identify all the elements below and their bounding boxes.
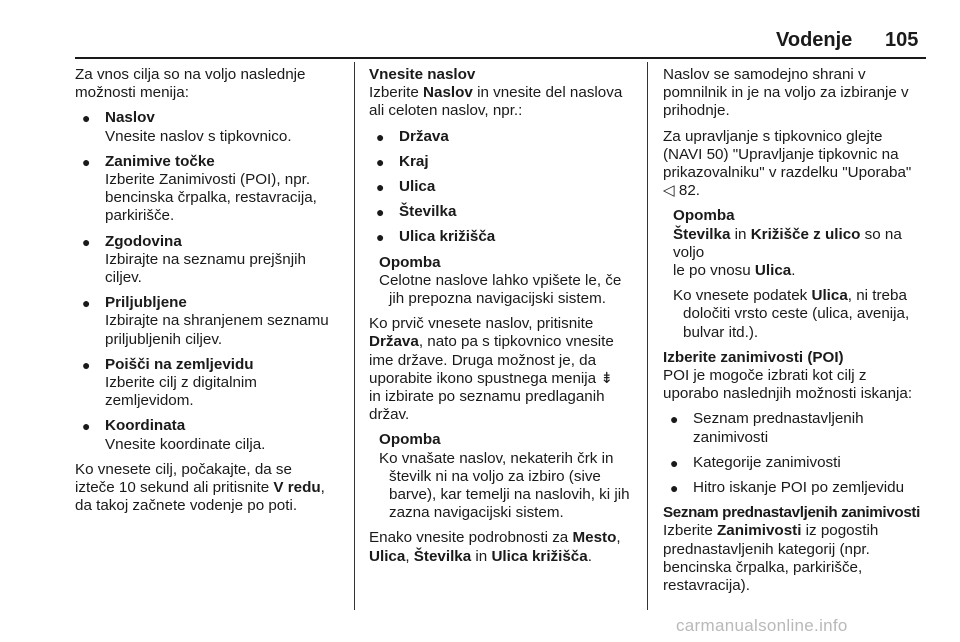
address-field-item: ● Ulica križišča <box>376 228 496 246</box>
watermark: carmanualsonline.info <box>676 616 848 635</box>
bullet-icon: ● <box>82 295 91 312</box>
section-heading: Vnesite naslov <box>369 66 476 83</box>
body-line: Ko prvič vnesete naslov, pritisnite <box>369 315 594 333</box>
note-line: barve), kar temelji na naslovih, ki jih <box>389 486 630 504</box>
dropdown-menu-icon: ⇟ <box>600 369 614 387</box>
note-box <box>663 207 931 341</box>
bullet-icon: ● <box>376 204 385 221</box>
note-title: Opomba <box>379 253 441 271</box>
body-line: Enako vnesite podrobnosti za Mesto, <box>369 529 621 547</box>
bullet-icon: ● <box>82 110 91 127</box>
column-left <box>75 66 343 515</box>
menu-option-desc: Vnesite koordinate cilja. <box>105 435 266 453</box>
body-line: prednastavljenih kategorij (npr. <box>663 540 870 558</box>
note-line: številk ni na voljo za izbiro (sive <box>389 467 601 485</box>
menu-option-desc: Izberite Zanimivosti (POI), npr. <box>105 171 311 189</box>
column-divider <box>647 62 648 610</box>
address-field-item: ● Številka <box>376 203 457 221</box>
menu-option-title: ● Zanimive točke <box>82 152 215 170</box>
bullet-icon: ● <box>82 418 91 435</box>
page-number: 105 <box>885 29 919 51</box>
body-line: ali celoten naslov, npr.: <box>369 102 523 120</box>
note-title: Opomba <box>379 431 441 449</box>
intro-line: možnosti menija: <box>75 84 189 102</box>
menu-option-desc: zemljevidom. <box>105 392 194 410</box>
menu-option-desc: parkirišče. <box>105 207 175 225</box>
menu-option-desc: bencinska črpalka, restavracija, <box>105 189 317 207</box>
page-reference-icon: ◁ <box>663 182 675 200</box>
menu-option-list <box>75 109 343 453</box>
menu-option-desc: Izberite cilj z digitalnim <box>105 374 257 392</box>
search-option-item: ● Seznam prednastavljenih <box>670 410 864 428</box>
body-line: Izberite Naslov in vnesite del naslova <box>369 84 623 102</box>
body-line: bencinska črpalka, parkirišče, <box>663 558 863 576</box>
address-field-item: ● Kraj <box>376 152 429 170</box>
note-line: Ko vnesete podatek Ulica, ni treba <box>673 287 907 305</box>
body-line: POI je mogoče izbrati kot cilj z <box>663 367 867 385</box>
menu-option-title: ● Poišči na zemljevidu <box>82 355 254 373</box>
note-line: bulvar itd.). <box>683 323 759 341</box>
bullet-icon: ● <box>670 454 679 471</box>
menu-option-title: ● Zgodovina <box>82 232 182 250</box>
menu-option-desc: Vnesite naslov s tipkovnico. <box>105 127 292 145</box>
body-line: pomnilnik in je na voljo za izbiranje v <box>663 84 909 102</box>
note-title: Opomba <box>673 207 735 225</box>
menu-option-desc: ciljev. <box>105 269 142 287</box>
body-line: uporabite ikono spustnega menija ⇟ <box>369 369 614 387</box>
search-option-item: ● Kategorije zanimivosti <box>670 453 841 471</box>
body-line: Izberite Zanimivosti iz pogostih <box>663 522 879 540</box>
header-rule <box>75 57 926 59</box>
menu-option-title: ● Naslov <box>82 109 155 127</box>
bullet-icon: ● <box>82 233 91 250</box>
body-line: in izbirate po seznamu predlaganih <box>369 388 605 406</box>
section-title: Vodenje <box>776 29 853 51</box>
body-line: uporabo naslednjih možnosti iskanja: <box>663 385 913 403</box>
outro-line: izteče 10 sekund ali pritisnite V redu, <box>75 479 325 497</box>
outro-line: da takoj začnete vodenje po poti. <box>75 497 298 515</box>
outro-line: Ko vnesete cilj, počakajte, da se <box>75 460 292 478</box>
search-option-item: ● Hitro iskanje POI po zemljevidu <box>670 479 905 497</box>
search-option-item: zanimivosti <box>693 428 769 446</box>
bullet-icon: ● <box>376 179 385 196</box>
section-heading: Seznam prednastavljenih zanimivosti <box>663 504 920 522</box>
bullet-icon: ● <box>82 356 91 373</box>
bullet-icon: ● <box>670 411 679 428</box>
note-line: zazna navigacijski sistem. <box>389 504 564 522</box>
note-line: Celotne naslove lahko vpišete le, če <box>379 271 622 289</box>
column-divider <box>354 62 355 610</box>
body-line: držav. <box>369 406 410 424</box>
body-line: Država, nato pa s tipkovnico vnesite <box>369 333 614 351</box>
body-line: restavracija). <box>663 577 750 595</box>
menu-option-desc: Izbirajte na seznamu prejšnjih <box>105 250 306 268</box>
note-line: določiti vrsto ceste (ulica, avenija, <box>683 305 910 323</box>
body-line: ime države. Druga možnost je, da <box>369 351 597 369</box>
body-line: Naslov se samodejno shrani v <box>663 66 866 83</box>
column-right <box>663 66 931 595</box>
menu-option-desc: Izbirajte na shranjenem seznamu <box>105 312 329 330</box>
body-line: (NAVI 50) "Upravljanje tipkovnic na <box>663 145 899 163</box>
bullet-icon: ● <box>376 153 385 170</box>
address-field-item: ● Država <box>376 127 449 145</box>
page-header <box>0 0 960 62</box>
section-heading: Izberite zanimivosti (POI) <box>663 348 844 366</box>
address-field-item: ● Ulica <box>376 178 436 196</box>
bullet-icon: ● <box>376 229 385 246</box>
bullet-icon: ● <box>376 128 385 145</box>
note-line: jih prepozna navigacijski sistem. <box>389 290 606 308</box>
note-line: Ko vnašate naslov, nekaterih črk in <box>379 449 614 467</box>
body-line: prikazovalniku" v razdelku "Uporaba" <box>663 164 912 182</box>
menu-option-title: ● Koordinata <box>82 417 186 435</box>
body-line: prihodnje. <box>663 102 730 120</box>
column-middle <box>369 66 635 566</box>
note-box <box>369 431 635 522</box>
bullet-icon: ● <box>82 153 91 170</box>
note-line: Številka in Križišče z ulico so na voljo <box>673 225 902 261</box>
note-box <box>369 254 635 309</box>
body-line: ◁ 82. <box>663 182 701 200</box>
menu-option-title: ● Priljubljene <box>82 294 187 312</box>
body-line: Za upravljanje s tipkovnico glejte <box>663 127 883 145</box>
menu-option-desc: priljubljenih ciljev. <box>105 330 223 348</box>
bullet-icon: ● <box>670 480 679 497</box>
body-line: Ulica, Številka in Ulica križišča. <box>369 547 592 565</box>
note-line: le po vnosu Ulica. <box>673 262 796 280</box>
intro-line: Za vnos cilja so na voljo naslednje <box>75 66 306 83</box>
